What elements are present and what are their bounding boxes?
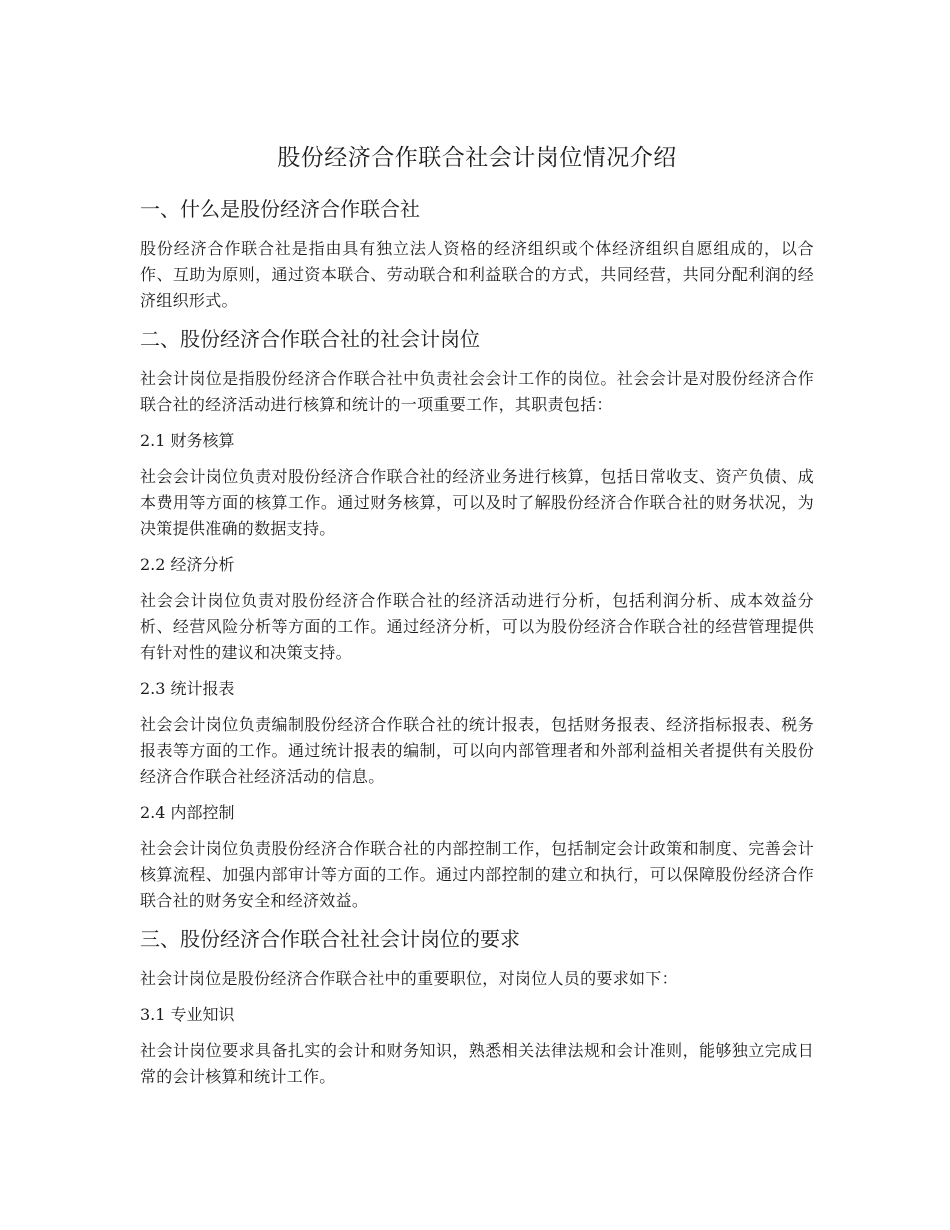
subsection-paragraph: 社会会计岗位负责编制股份经济合作联合社的统计报表，包括财务报表、经济指标报表、税务报表等方面的工作。通过统计报表的编制，可以向内部管理者和外部利益相关者提供有关股份经济合作联合社经济活动的信息。 xyxy=(140,715,814,786)
section-paragraph: 股份经济合作联合社是指由具有独立法人资格的经济组织或个体经济组织自愿组成的，以合作、互助为原则，通过资本联合、劳动联合和利益联合的方式，共同经营，共同分配利润的经济组织形式。 xyxy=(140,239,814,310)
subsection-heading: 2.1 财务核算 xyxy=(140,431,235,450)
subsection-paragraph: 社会会计岗位负责对股份经济合作联合社的经济活动进行分析，包括利润分析、成本效益分析、经营风险分析等方面的工作。通过经济分析，可以为股份经济合作联合社的经营管理提供有针对性的建议和决策支持。 xyxy=(140,591,814,662)
section-paragraph: 社会计岗位是股份经济合作联合社中的重要职位，对岗位人员的要求如下： xyxy=(140,969,678,988)
subsection-paragraph: 社会会计岗位负责股份经济合作联合社的内部控制工作，包括制定会计政策和制度、完善会计核算流程、加强内部审计等方面的工作。通过内部控制的建立和执行，可以保障股份经济合作联合社的财务安全和经济效益。 xyxy=(140,839,814,910)
subsection-paragraph: 社会计岗位要求具备扎实的会计和财务知识，熟悉相关法律法规和会计准则，能够独立完成日常的会计核算和统计工作。 xyxy=(140,1041,814,1086)
section-heading: 三、股份经济合作联合社社会计岗位的要求 xyxy=(140,927,520,951)
subsection-heading: 2.4 内部控制 xyxy=(140,803,235,822)
document-title: 股份经济合作联合社会计岗位情况介绍 xyxy=(277,145,677,171)
section-heading: 二、股份经济合作联合社的社会计岗位 xyxy=(140,327,480,351)
subsection-heading: 2.2 经济分析 xyxy=(140,555,235,574)
subsection-paragraph: 社会会计岗位负责对股份经济合作联合社的经济业务进行核算，包括日常收支、资产负债、成本费用等方面的核算工作。通过财务核算，可以及时了解股份经济合作联合社的财务状况，为决策提供准确的数据支持。 xyxy=(140,467,814,538)
section-paragraph: 社会计岗位是指股份经济合作联合社中负责社会会计工作的岗位。社会会计是对股份经济合作联合社的经济活动进行核算和统计的一项重要工作，其职责包括： xyxy=(140,369,814,414)
subsection-heading: 3.1 专业知识 xyxy=(140,1005,235,1024)
subsection-heading: 2.3 统计报表 xyxy=(140,679,235,698)
section-heading: 一、什么是股份经济合作联合社 xyxy=(140,197,420,221)
